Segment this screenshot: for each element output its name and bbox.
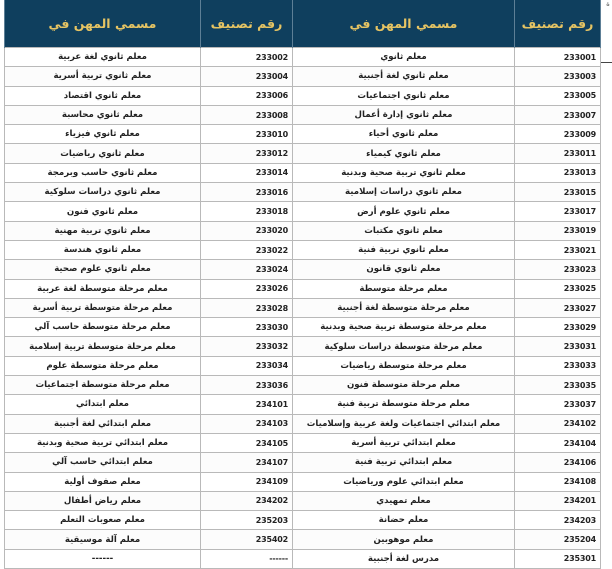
occupation-name-cell: معلم مرحلة متوسطة تربية فنية — [293, 395, 515, 414]
table-row — [5, 144, 601, 163]
occupation-name-cell: معلم ثانوي هندسة — [5, 240, 201, 259]
classification-code-cell: 234202 — [201, 491, 293, 510]
classification-code-cell: 234104 — [515, 433, 601, 452]
occupation-name-cell: معلم مرحلة متوسطة تربية إسلامية — [5, 337, 201, 356]
classification-code-cell: 233015 — [515, 183, 601, 202]
table-row — [5, 279, 601, 298]
table-row — [5, 472, 601, 491]
classification-code-cell: 234105 — [201, 433, 293, 452]
header-classification-code-1: رقم تصنيف — [515, 0, 601, 48]
occupation-name-cell: معلم ثانوي تربية أسرية — [5, 67, 201, 86]
occupation-name-cell: معلم ثانوي محاسبة — [5, 105, 201, 124]
occupation-name-cell: معلم ثانوي إدارة أعمال — [293, 105, 515, 124]
classification-code-cell: 233002 — [201, 48, 293, 67]
occupation-name-cell: معلم موهوبين — [293, 530, 515, 549]
occupation-classification-table — [4, 0, 601, 569]
occupation-name-cell: معلم ثانوي فنون — [5, 202, 201, 221]
occupation-name-cell: معلم ثانوي — [293, 48, 515, 67]
table-row — [5, 163, 601, 182]
occupation-name-cell: معلم ثانوي علوم صحية — [5, 260, 201, 279]
occupation-name-cell: معلم صعوبات التعلم — [5, 511, 201, 530]
occupation-name-cell: معلم ثانوي حاسب وبرمجة — [5, 163, 201, 182]
classification-code-cell: 235402 — [201, 530, 293, 549]
classification-code-cell: 233003 — [515, 67, 601, 86]
table-row — [5, 260, 601, 279]
table-row — [5, 183, 601, 202]
occupation-name-cell: معلم ثانوي اقتصاد — [5, 86, 201, 105]
table-row — [5, 298, 601, 317]
table-row — [5, 67, 601, 86]
occupation-name-cell: معلم مرحلة متوسطة دراسات سلوكية — [293, 337, 515, 356]
occupation-name-cell: معلم ثانوي تربية فنية — [293, 240, 515, 259]
table-row — [5, 376, 601, 395]
classification-code-cell: 233021 — [515, 240, 601, 259]
table-row — [5, 125, 601, 144]
classification-code-cell: 233029 — [515, 318, 601, 337]
table-row — [5, 511, 601, 530]
table-header — [5, 0, 601, 48]
classification-code-cell: 233035 — [515, 376, 601, 395]
classification-code-cell: ------ — [201, 549, 293, 568]
classification-code-cell: 235301 — [515, 549, 601, 568]
occupation-name-cell: معلم مرحلة متوسطة حاسب آلي — [5, 318, 201, 337]
classification-code-cell: 233009 — [515, 125, 601, 144]
classification-code-cell: 233033 — [515, 356, 601, 375]
classification-code-cell: 233020 — [201, 221, 293, 240]
classification-code-cell: 233030 — [201, 318, 293, 337]
table-row — [5, 48, 601, 67]
edge-divider — [601, 62, 612, 63]
occupation-name-cell: معلم ابتدائي تربية صحية وبدنية — [5, 433, 201, 452]
classification-code-cell: 233028 — [201, 298, 293, 317]
occupation-name-cell: معلم ابتدائي اجتماعيات ولغة عربية وإسلاميات — [293, 414, 515, 433]
classification-code-cell: 234108 — [515, 472, 601, 491]
classification-code-cell: 233011 — [515, 144, 601, 163]
occupation-name-cell: معلم مرحلة متوسطة رياضيات — [293, 356, 515, 375]
classification-code-cell: 233024 — [201, 260, 293, 279]
occupation-name-cell: معلم ابتدائي تربية فنية — [293, 453, 515, 472]
classification-code-cell: 233016 — [201, 183, 293, 202]
occupation-name-cell: معلم ثانوي اجتماعيات — [293, 86, 515, 105]
occupation-name-cell: معلم مرحلة متوسطة اجتماعيات — [5, 376, 201, 395]
occupation-name-cell: معلم ثانوي دراسات إسلامية — [293, 183, 515, 202]
classification-code-cell: 233026 — [201, 279, 293, 298]
classification-code-cell: 234109 — [201, 472, 293, 491]
occupation-name-cell: معلم مرحلة متوسطة لغة أجنبية — [293, 298, 515, 317]
occupation-name-cell: معلم ثانوي أحياء — [293, 125, 515, 144]
classification-code-cell: 233012 — [201, 144, 293, 163]
classification-code-cell: 233036 — [201, 376, 293, 395]
occupation-name-cell: معلم آلة موسيقية — [5, 530, 201, 549]
occupation-name-cell: معلم رياض أطفال — [5, 491, 201, 510]
occupation-name-cell: معلم ثانوي فيزياء — [5, 125, 201, 144]
occupation-name-cell: معلم حضانة — [293, 511, 515, 530]
table-row — [5, 549, 601, 568]
classification-code-cell: 234101 — [201, 395, 293, 414]
occupation-name-cell: معلم ثانوي دراسات سلوكية — [5, 183, 201, 202]
occupation-name-cell: معلم ثانوي كيمياء — [293, 144, 515, 163]
classification-code-cell: 234107 — [201, 453, 293, 472]
classification-code-cell: 233017 — [515, 202, 601, 221]
occupation-name-cell: معلم صفوف أولية — [5, 472, 201, 491]
classification-code-cell: 233010 — [201, 125, 293, 144]
classification-code-cell: 233014 — [201, 163, 293, 182]
header-occupation-name-2: مسمي المهن في — [5, 0, 201, 48]
classification-code-cell: 233032 — [201, 337, 293, 356]
classification-code-cell: 233019 — [515, 221, 601, 240]
table-row — [5, 491, 601, 510]
table-row — [5, 202, 601, 221]
classification-code-cell: 235203 — [201, 511, 293, 530]
occupation-name-cell: مدرس لغة أجنبية — [293, 549, 515, 568]
occupation-name-cell: معلم ابتدائي — [5, 395, 201, 414]
classification-code-cell: 233034 — [201, 356, 293, 375]
classification-code-cell: 233025 — [515, 279, 601, 298]
occupation-name-cell: معلم ابتدائي تربية أسرية — [293, 433, 515, 452]
occupation-name-cell: معلم تمهيدي — [293, 491, 515, 510]
occupation-name-cell: معلم ثانوي لغة أجنبية — [293, 67, 515, 86]
table-row — [5, 453, 601, 472]
classification-code-cell: 233022 — [201, 240, 293, 259]
table-row — [5, 395, 601, 414]
table-row — [5, 337, 601, 356]
classification-table-sheet — [4, 0, 600, 569]
classification-code-cell: 233008 — [201, 105, 293, 124]
table-row — [5, 86, 601, 105]
occupation-name-cell: معلم ثانوي لغة عربية — [5, 48, 201, 67]
occupation-name-cell: معلم مرحلة متوسطة تربية صحية وبدنية — [293, 318, 515, 337]
classification-code-cell: 235204 — [515, 530, 601, 549]
classification-code-cell: 234106 — [515, 453, 601, 472]
table-row — [5, 240, 601, 259]
classification-code-cell: 234201 — [515, 491, 601, 510]
classification-code-cell: 233018 — [201, 202, 293, 221]
classification-code-cell: 234203 — [515, 511, 601, 530]
table-row — [5, 356, 601, 375]
edge-glyph: ة — [606, 0, 610, 8]
occupation-name-cell: معلم ثانوي قانون — [293, 260, 515, 279]
classification-code-cell: 233027 — [515, 298, 601, 317]
classification-code-cell: 233005 — [515, 86, 601, 105]
occupation-name-cell: معلم مرحلة متوسطة تربية أسرية — [5, 298, 201, 317]
classification-code-cell: 233031 — [515, 337, 601, 356]
table-row — [5, 530, 601, 549]
occupation-name-cell: معلم ثانوي علوم أرض — [293, 202, 515, 221]
occupation-name-cell: معلم مرحلة متوسطة لغة عربية — [5, 279, 201, 298]
occupation-name-cell: معلم ثانوي مكتبات — [293, 221, 515, 240]
occupation-name-cell: معلم ابتدائي علوم ورياضيات — [293, 472, 515, 491]
table-body — [5, 48, 601, 569]
header-occupation-name-1: مسمي المهن في — [293, 0, 515, 48]
table-row — [5, 414, 601, 433]
classification-code-cell: 233007 — [515, 105, 601, 124]
occupation-name-cell: معلم مرحلة متوسطة — [293, 279, 515, 298]
classification-code-cell: 233037 — [515, 395, 601, 414]
occupation-name-cell: معلم ثانوي تربية صحية وبدنية — [293, 163, 515, 182]
classification-code-cell: 233023 — [515, 260, 601, 279]
table-row — [5, 433, 601, 452]
occupation-name-cell: معلم ثانوي رياضيات — [5, 144, 201, 163]
occupation-name-cell: معلم ابتدائي حاسب آلي — [5, 453, 201, 472]
occupation-name-cell: معلم مرحلة متوسطة علوم — [5, 356, 201, 375]
occupation-name-cell: معلم ابتدائي لغة أجنبية — [5, 414, 201, 433]
table-row — [5, 221, 601, 240]
classification-code-cell: 233001 — [515, 48, 601, 67]
table-row — [5, 105, 601, 124]
occupation-name-cell: معلم مرحلة متوسطة فنون — [293, 376, 515, 395]
classification-code-cell: 233013 — [515, 163, 601, 182]
classification-code-cell: 233006 — [201, 86, 293, 105]
occupation-name-cell: معلم ثانوي تربية مهنية — [5, 221, 201, 240]
table-row — [5, 318, 601, 337]
classification-code-cell: 234103 — [201, 414, 293, 433]
header-classification-code-2: رقم تصنيف — [201, 0, 293, 48]
occupation-name-cell: ------ — [5, 549, 201, 568]
classification-code-cell: 233004 — [201, 67, 293, 86]
classification-code-cell: 234102 — [515, 414, 601, 433]
